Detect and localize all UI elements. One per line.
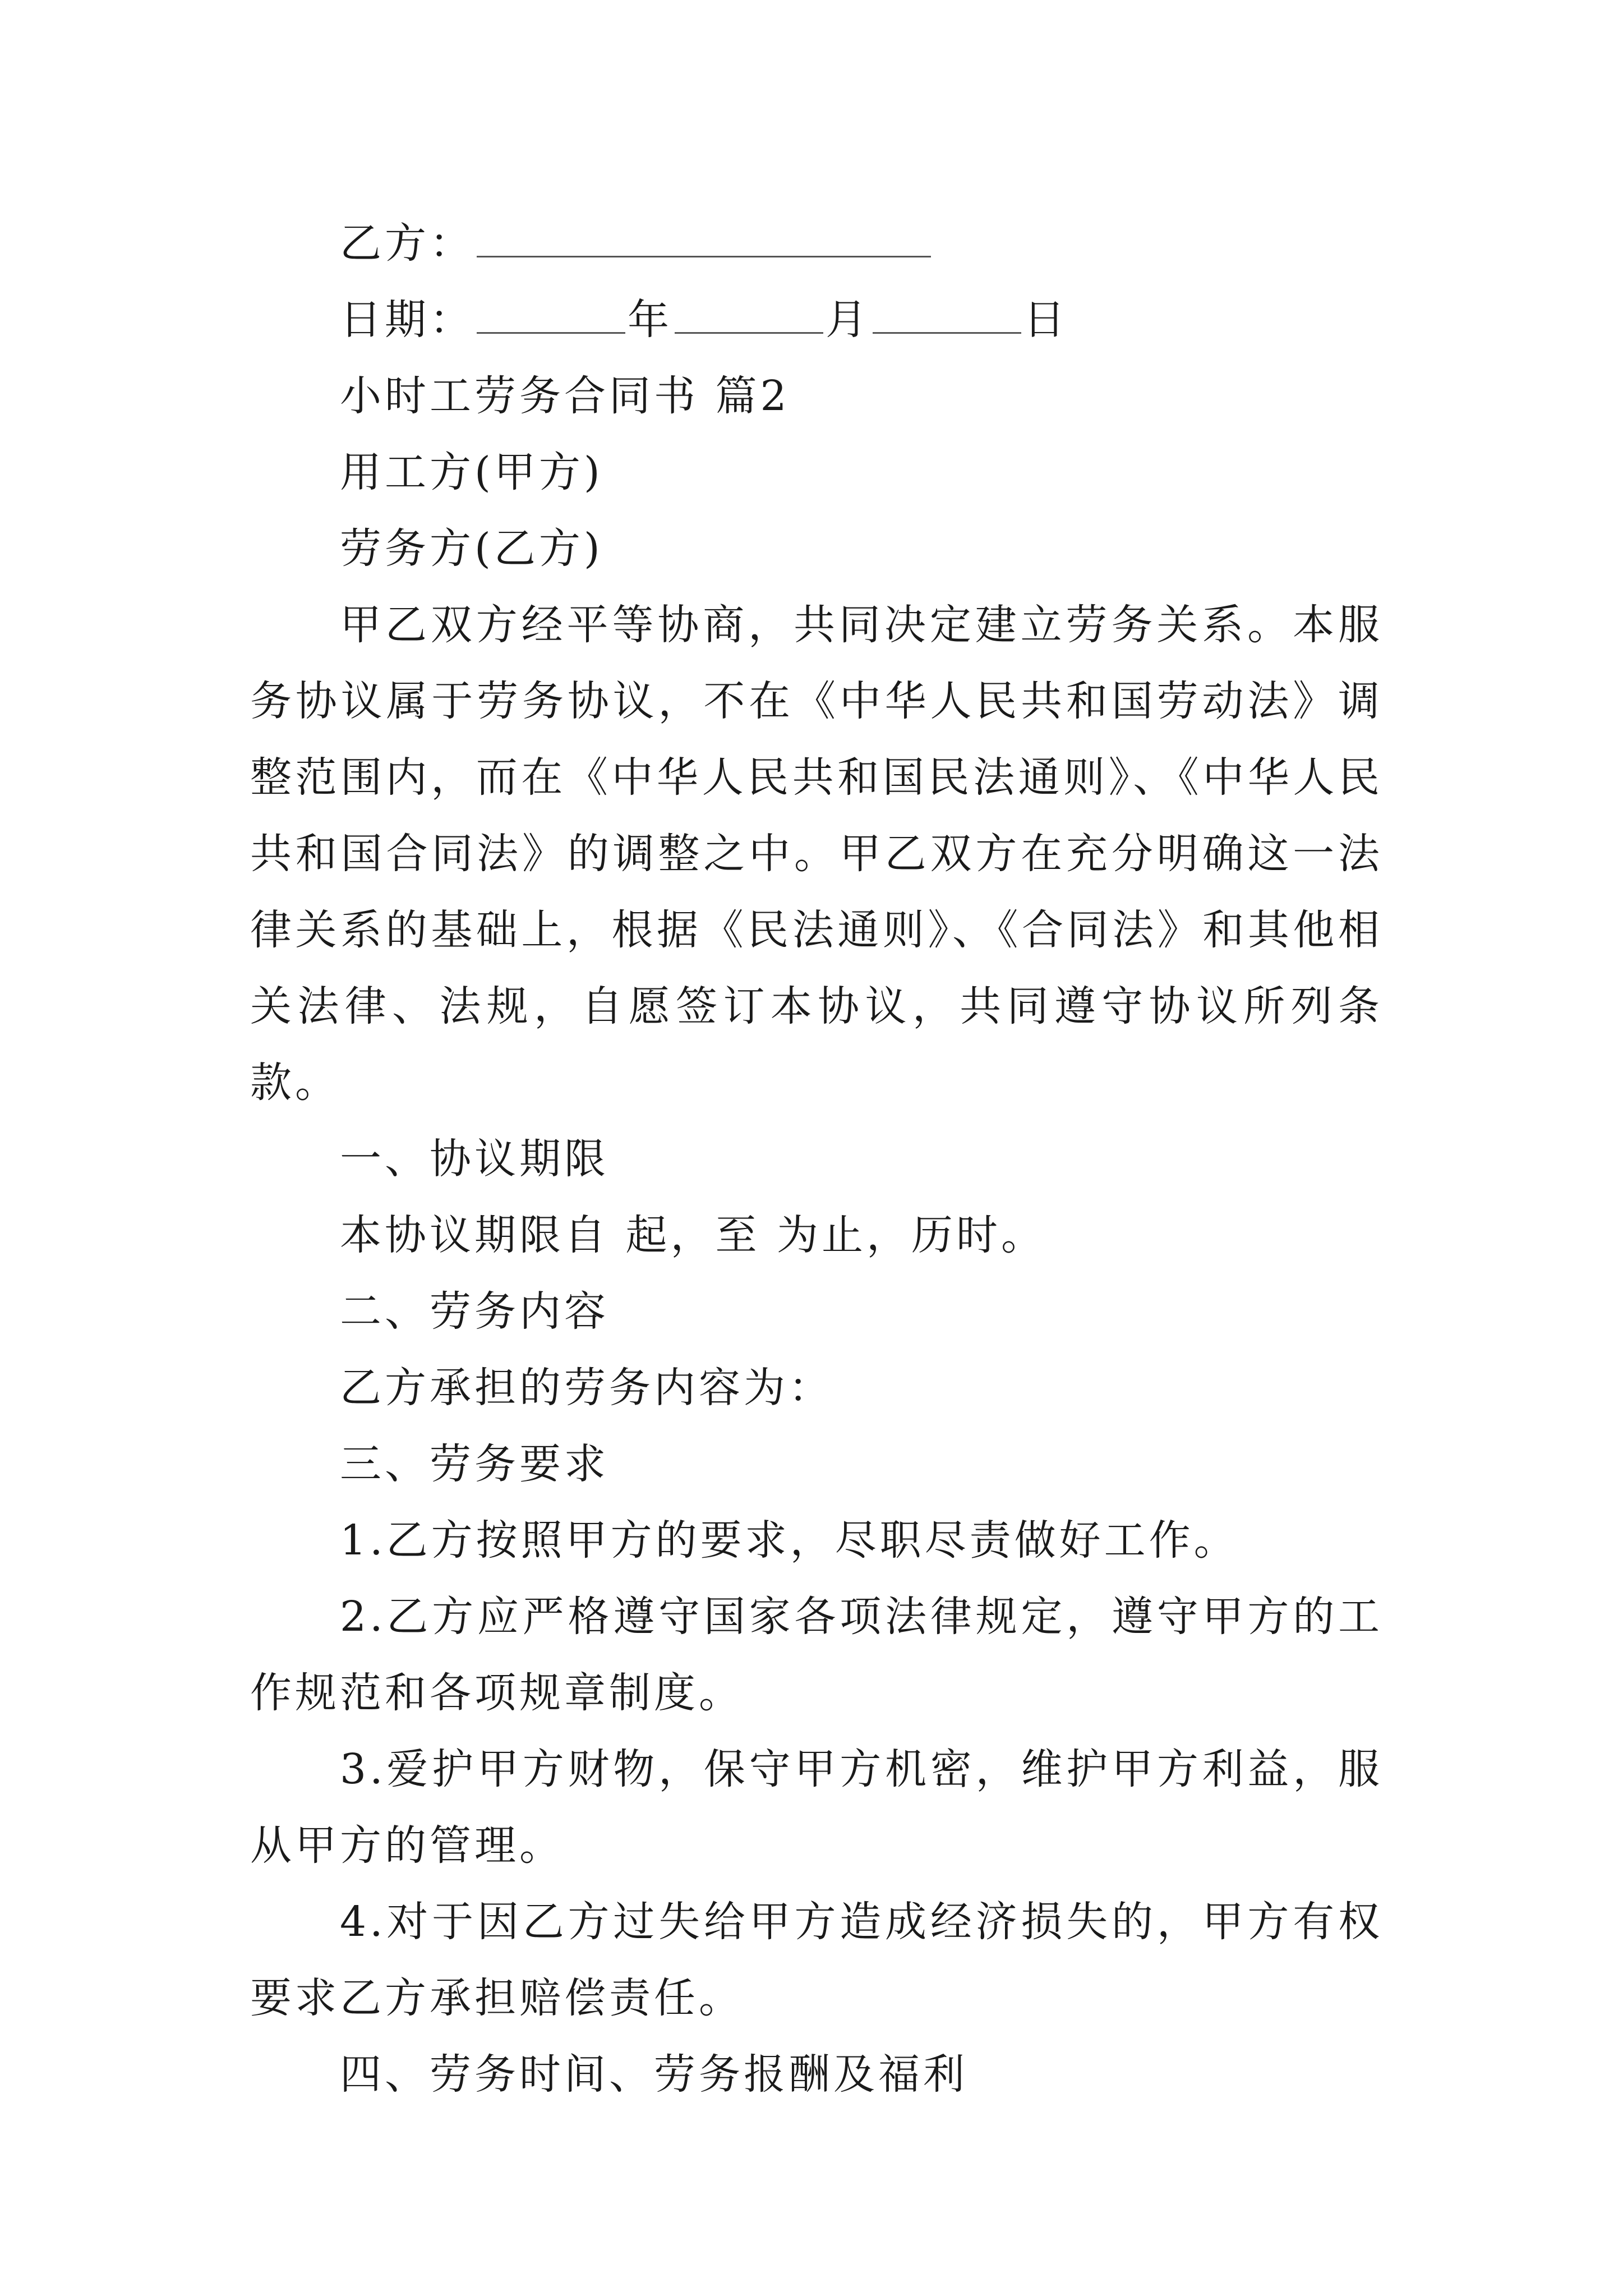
employer-line: 用工方(甲方) bbox=[340, 448, 603, 496]
date-signature-line bbox=[250, 282, 1383, 358]
date-label: 日期： bbox=[340, 296, 474, 344]
requirement-item-2: 2.乙方应严格遵守国家各项法律规定，遵守甲方的工作规范和各项规章制度。 bbox=[250, 1593, 1383, 1717]
party-b-blank bbox=[477, 214, 931, 257]
party-b-label: 乙方： bbox=[340, 219, 474, 268]
document-title: 小时工劳务合同书 篇2 bbox=[340, 372, 790, 420]
month-label: 月 bbox=[826, 296, 870, 344]
section-1-heading: 一、协议期限 bbox=[340, 1135, 609, 1183]
section-3-heading: 三、劳务要求 bbox=[340, 1440, 609, 1488]
section-1-text: 本协议期限自 起，至 为止，历时。 bbox=[340, 1211, 1046, 1259]
requirement-item-1: 1.乙方按照甲方的要求，尽职尽责做好工作。 bbox=[340, 1516, 1239, 1565]
section-2-heading: 二、劳务内容 bbox=[340, 1287, 609, 1336]
section-4-heading: 四、劳务时间、劳务报酬及福利 bbox=[340, 2050, 968, 2099]
requirement-item-4: 4.对于因乙方过失给甲方造成经济损失的，甲方有权要求乙方承担赔偿责任。 bbox=[250, 1898, 1383, 2022]
day-blank bbox=[873, 291, 1021, 334]
worker-line: 劳务方(乙方) bbox=[340, 524, 603, 573]
requirement-item-3: 3.爱护甲方财物，保守甲方机密，维护甲方利益，服从甲方的管理。 bbox=[250, 1745, 1383, 1870]
month-blank bbox=[675, 291, 823, 334]
party-b-signature-line bbox=[250, 205, 1383, 282]
year-blank bbox=[477, 291, 625, 334]
section-2-text: 乙方承担的劳务内容为： bbox=[340, 1364, 833, 1412]
year-label: 年 bbox=[628, 296, 672, 344]
document-body bbox=[250, 205, 1383, 2113]
day-label: 日 bbox=[1023, 296, 1068, 344]
intro-paragraph: 甲乙双方经平等协商，共同决定建立劳务关系。本服务协议属于劳务协议，不在《中华人民共和国劳动法》调整范围内，而在《中华人民共和国民法通则》、《中华人民共和国合同法》的调整之中。甲乙双方在充分明确这一法律关系的基础上，根据《民法通则》、《合同法》和其他相关法律、法规，自愿签订本协议，共同遵守协议所列条款。 bbox=[250, 601, 1383, 1107]
